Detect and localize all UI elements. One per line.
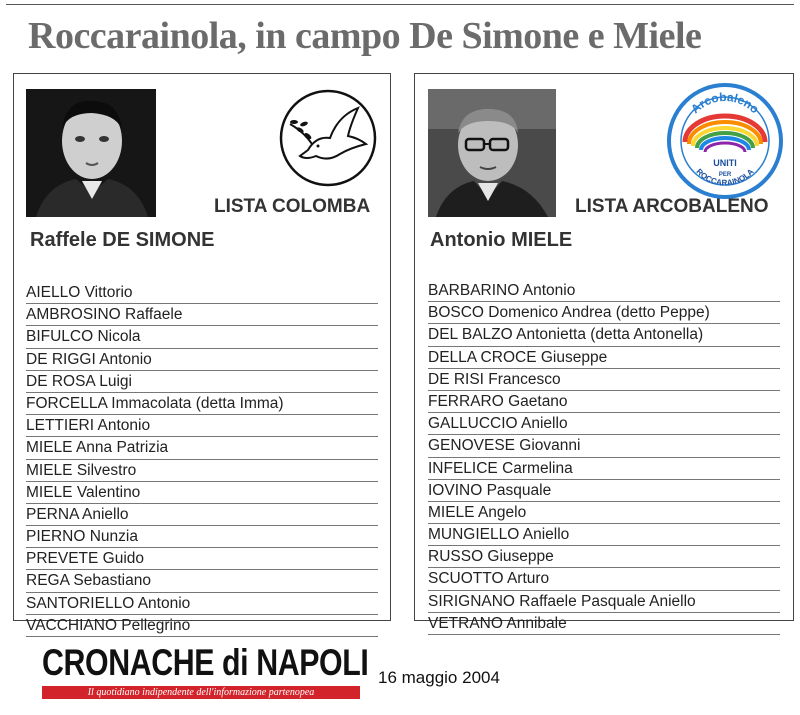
list-item: PIERNO Nunzia (26, 526, 378, 548)
list-item: FERRARO Gaetano (428, 391, 780, 413)
candidate-photo-de-simone (26, 89, 156, 217)
list-name-colomba: LISTA COLOMBA (214, 196, 371, 217)
list-item: MIELE Anna Patrizia (26, 437, 378, 459)
dove-logo (278, 88, 378, 193)
top-rule (6, 4, 794, 5)
newspaper-tagline: Il quotidiano indipendente dell'informazione partenopea (42, 686, 360, 699)
list-item: SIRIGNANO Raffaele Pasquale Aniello (428, 591, 780, 613)
list-item: LETTIERI Antonio (26, 415, 378, 437)
logo-uniti: UNITI (713, 158, 737, 168)
list-item: AIELLO Vittorio (26, 282, 378, 304)
list-item: DELLA CROCE Giuseppe (428, 347, 780, 369)
list-item: VACCHIANO Pellegrino (26, 615, 378, 637)
list-item: INFELICE Carmelina (428, 458, 780, 480)
list-item: BOSCO Domenico Andrea (detto Peppe) (428, 302, 780, 324)
lista-arcobaleno-panel (414, 73, 794, 632)
list-item: PERNA Aniello (26, 504, 378, 526)
list-item: RUSSO Giuseppe (428, 546, 780, 568)
newspaper-masthead: CRONACHE di NAPOLI (42, 642, 369, 683)
list-item: FORCELLA Immacolata (detta Imma) (26, 393, 378, 415)
list-item: BARBARINO Antonio (428, 280, 780, 302)
list-item: DE ROSA Luigi (26, 371, 378, 393)
rainbow-logo-icon (666, 82, 784, 200)
logo-roccarainola: ROCCARAINOLA (694, 167, 756, 188)
article-headline: Roccarainola, in campo De Simone e Miele (28, 15, 702, 57)
list-item: DE RISI Francesco (428, 369, 780, 391)
logo-arcobaleno: Arcobaleno (688, 89, 762, 117)
list-item: REGA Sebastiano (26, 570, 378, 592)
list-item: MUNGIELLO Aniello (428, 524, 780, 546)
list-item: MIELE Angelo (428, 502, 780, 524)
list-item: MIELE Silvestro (26, 460, 378, 482)
candidate-name-miele: Antonio MIELE (430, 229, 573, 251)
list-item: IOVINO Pasquale (428, 480, 780, 502)
candidate-list-arcobaleno (428, 280, 780, 635)
list-item: MIELE Valentino (26, 482, 378, 504)
list-item: AMBROSINO Raffaele (26, 304, 378, 326)
arcobaleno-logo (666, 82, 784, 205)
list-name-arcobaleno: LISTA ARCOBALENO (575, 196, 769, 217)
list-item: DE RIGGI Antonio (26, 349, 378, 371)
list-item: GENOVESE Giovanni (428, 435, 780, 457)
list-item: VETRANO Annibale (428, 613, 780, 635)
list-item: SCUOTTO Arturo (428, 568, 780, 590)
candidate-photo-miele (428, 89, 556, 217)
list-item: GALLUCCIO Aniello (428, 413, 780, 435)
candidate-list-colomba (26, 282, 378, 637)
list-item: SANTORIELLO Antonio (26, 593, 378, 615)
logo-per: PER (718, 172, 732, 178)
dove-olive-branch-icon (278, 88, 378, 188)
publication-date: 16 maggio 2004 (378, 668, 500, 687)
list-item: DEL BALZO Antonietta (detta Antonella) (428, 324, 780, 346)
list-item: PREVETE Guido (26, 548, 378, 570)
list-item: BIFULCO Nicola (26, 326, 378, 348)
lista-colomba-panel (13, 73, 391, 634)
candidate-name-de-simone: Raffele DE SIMONE (30, 229, 215, 251)
